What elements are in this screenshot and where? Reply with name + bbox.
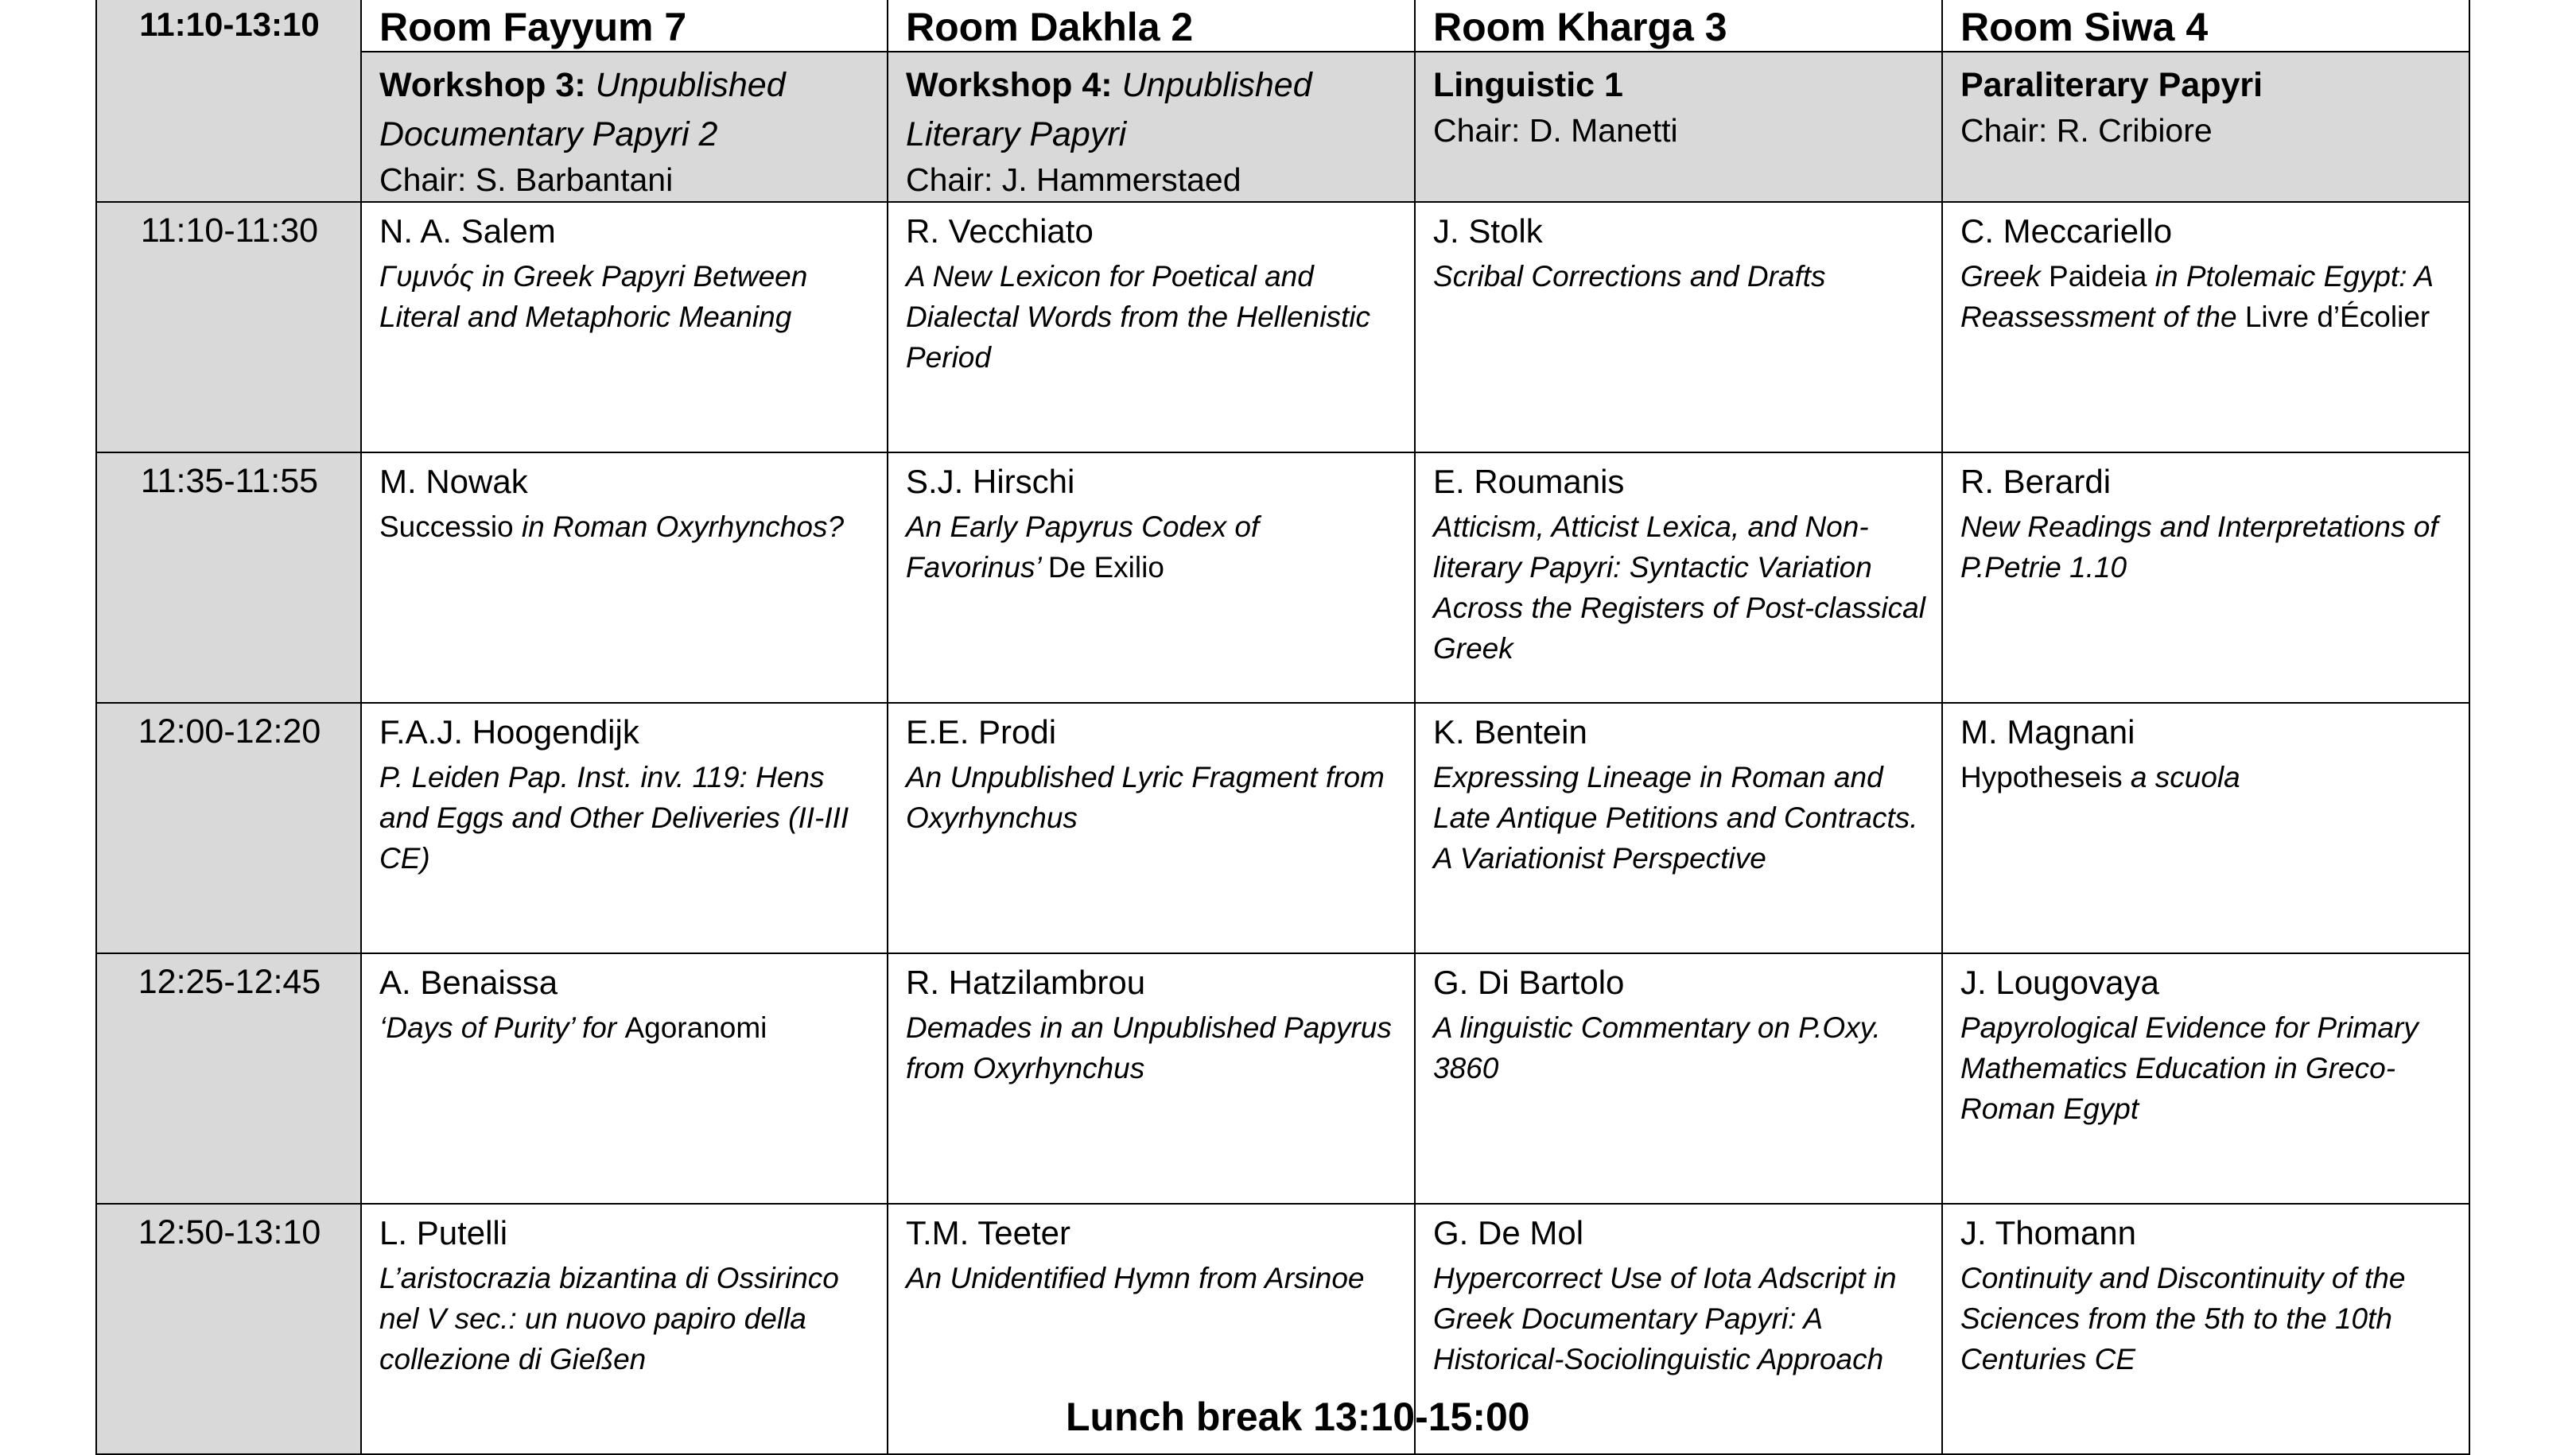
talk-cell bbox=[1415, 452, 1942, 703]
paper-title-part: ‘Days of Purity’ for bbox=[379, 1011, 625, 1044]
time-cell bbox=[96, 703, 361, 953]
table-row bbox=[96, 703, 2469, 953]
paper-title bbox=[379, 506, 871, 547]
room-name: Room Fayyum 7 bbox=[379, 5, 687, 49]
talk-cell bbox=[1942, 1204, 2469, 1454]
talk-cell bbox=[1415, 953, 1942, 1204]
speaker-name: C. Meccariello bbox=[1960, 212, 2173, 250]
paper-title-upright-part: Hypotheseis bbox=[1960, 760, 2123, 793]
slot-time: 11:10-13:10 bbox=[139, 6, 320, 43]
paper-title-part: An Early Papyrus Codex of Favorinus’ bbox=[906, 510, 1260, 584]
paper-title-part: Greek bbox=[1960, 259, 2050, 293]
paper-title bbox=[379, 1007, 871, 1048]
speaker-name: S.J. Hirschi bbox=[906, 463, 1075, 501]
paper-title-part: P. Leiden Pap. Inst. inv. 119: Hens and Eggs and Other Deliveries (II-III CE) bbox=[379, 760, 849, 875]
paper-title-part: New Readings and Interpretations of P.Petrie 1.10 bbox=[1960, 510, 2438, 584]
session-topic: Unpublished Documentary Papyri 2 bbox=[379, 65, 786, 153]
paper-title-upright-part: Successio bbox=[379, 510, 514, 543]
speaker-name: G. De Mol bbox=[1433, 1214, 1584, 1252]
paper-title bbox=[906, 1258, 1398, 1298]
talk-time: 12:50-13:10 bbox=[138, 1213, 321, 1252]
paper-title bbox=[1433, 757, 1925, 879]
paper-title-part: L’aristocrazia bizantina di Ossirinco nel V sec.: un nuovo papiro della collezione di Gießen bbox=[379, 1261, 839, 1376]
room-name: Room Dakhla 2 bbox=[906, 5, 1194, 49]
speaker-name: K. Bentein bbox=[1433, 713, 1587, 751]
paper-title-part: Atticism, Atticist Lexica, and Non-literary Papyri: Syntactic Variation Across the Registers of Post-classical Greek bbox=[1433, 510, 1925, 665]
paper-title bbox=[1433, 1007, 1925, 1088]
session-title bbox=[906, 60, 1398, 160]
paper-title bbox=[906, 506, 1398, 588]
paper-title-part: An Unpublished Lyric Fragment from Oxyrhynchus bbox=[906, 760, 1385, 835]
paper-title-upright-part: Paideia bbox=[2049, 259, 2147, 293]
talk-cell bbox=[1942, 202, 2469, 452]
time-cell bbox=[96, 1204, 361, 1454]
paper-title bbox=[1433, 256, 1925, 297]
talk-cell bbox=[361, 202, 888, 452]
paper-title bbox=[379, 1258, 871, 1379]
paper-title-upright-part: De Exilio bbox=[1047, 551, 1164, 584]
paper-title-upright-part: Agoranomi bbox=[624, 1011, 767, 1044]
paper-title-upright-part: Livre d’Écolier bbox=[2244, 301, 2430, 334]
speaker-name: L. Putelli bbox=[379, 1214, 508, 1252]
paper-title-part: in Roman Oxyrhynchos? bbox=[513, 510, 845, 543]
session-label: Workshop 3: bbox=[379, 65, 586, 104]
paper-title bbox=[906, 1007, 1398, 1088]
talk-cell bbox=[888, 202, 1415, 452]
speaker-name: J. Stolk bbox=[1433, 212, 1543, 250]
talk-cell bbox=[888, 703, 1415, 953]
paper-title bbox=[1960, 757, 2453, 797]
paper-title-part: A New Lexicon for Poetical and Dialectal Words from the Hellenistic Period bbox=[906, 259, 1370, 374]
session-title bbox=[379, 60, 871, 160]
speaker-name: R. Vecchiato bbox=[906, 212, 1094, 250]
session-chair: Chair: R. Cribiore bbox=[1960, 111, 2213, 149]
paper-title bbox=[1960, 1258, 2453, 1379]
paper-title-part: in Ptolemaic Egypt: A Reassessment of the bbox=[1960, 259, 2433, 334]
paper-title bbox=[1433, 506, 1925, 669]
talk-time: 11:35-11:55 bbox=[140, 462, 319, 501]
paper-title bbox=[1960, 506, 2453, 588]
slot-time-cell bbox=[96, 0, 361, 202]
session-label: Paraliterary Papyri bbox=[1960, 65, 2263, 104]
speaker-name: J. Thomann bbox=[1960, 1214, 2137, 1252]
talk-cell bbox=[888, 953, 1415, 1204]
talk-time: 12:00-12:20 bbox=[138, 712, 321, 751]
lunch-break-note: Lunch break 13:10-15:00 bbox=[1066, 1395, 1530, 1439]
room-cell-dakhla bbox=[888, 0, 1415, 52]
talk-cell bbox=[361, 452, 888, 703]
paper-title-part: Papyrological Evidence for Primary Mathematics Education in Greco-Roman Egypt bbox=[1960, 1011, 2419, 1126]
session-chair: Chair: D. Manetti bbox=[1433, 111, 1678, 149]
time-cell bbox=[96, 953, 361, 1204]
talk-rows bbox=[96, 202, 2469, 1454]
talk-cell bbox=[361, 953, 888, 1204]
talk-cell bbox=[1415, 703, 1942, 953]
paper-title bbox=[379, 757, 871, 879]
paper-title bbox=[1960, 256, 2453, 337]
session-label: Workshop 4: bbox=[906, 65, 1113, 104]
talk-time: 12:25-12:45 bbox=[138, 963, 321, 1002]
paper-title-part: Demades in an Unpublished Papyrus from Oxyrhynchus bbox=[906, 1011, 1392, 1085]
table-row bbox=[96, 953, 2469, 1204]
session-header-row bbox=[96, 52, 2469, 203]
speaker-name: N. A. Salem bbox=[379, 212, 556, 250]
speaker-name: R. Hatzilambrou bbox=[906, 964, 1146, 1002]
table-row bbox=[96, 452, 2469, 703]
session-title bbox=[1433, 60, 1925, 110]
paper-title bbox=[1960, 1007, 2453, 1129]
talk-cell bbox=[1942, 452, 2469, 703]
speaker-name: R. Berardi bbox=[1960, 463, 2112, 501]
time-cell bbox=[96, 452, 361, 703]
talk-cell bbox=[1942, 703, 2469, 953]
session-cell-dakhla bbox=[888, 52, 1415, 203]
paper-title-part: A linguistic Commentary on P.Oxy. 3860 bbox=[1433, 1011, 1881, 1085]
room-header-row bbox=[96, 0, 2469, 52]
session-title bbox=[1960, 60, 2453, 110]
session-chair: Chair: J. Hammerstaed bbox=[906, 161, 1241, 199]
talk-cell bbox=[888, 452, 1415, 703]
room-name: Room Kharga 3 bbox=[1433, 5, 1727, 49]
speaker-name: E.E. Prodi bbox=[906, 713, 1057, 751]
paper-title bbox=[906, 757, 1398, 838]
paper-title-part: Continuity and Discontinuity of the Sciences from the 5th to the 10th Centuries CE bbox=[1960, 1261, 2406, 1376]
room-cell-fayyum bbox=[361, 0, 888, 52]
speaker-name: G. Di Bartolo bbox=[1433, 964, 1625, 1002]
session-cell-kharga bbox=[1415, 52, 1942, 203]
session-cell-siwa bbox=[1942, 52, 2469, 203]
paper-title-part: Expressing Lineage in Roman and Late Antique Petitions and Contracts. A Variationist Perspective bbox=[1433, 760, 1918, 875]
paper-title-part: Hypercorrect Use of Iota Adscript in Greek Documentary Papyri: A Historical-Sociolinguistic Approach bbox=[1433, 1261, 1897, 1376]
paper-title-part: a scuola bbox=[2122, 760, 2240, 793]
room-name: Room Siwa 4 bbox=[1960, 5, 2209, 49]
speaker-name: T.M. Teeter bbox=[906, 1214, 1070, 1252]
speaker-name: M. Nowak bbox=[379, 463, 528, 501]
speaker-name: A. Benaissa bbox=[379, 964, 558, 1002]
time-cell bbox=[96, 202, 361, 452]
talk-cell bbox=[361, 1204, 888, 1454]
speaker-name: E. Roumanis bbox=[1433, 463, 1625, 501]
session-chair: Chair: S. Barbantani bbox=[379, 161, 674, 199]
speaker-name: F.A.J. Hoogendijk bbox=[379, 713, 639, 751]
table-row bbox=[96, 202, 2469, 452]
speaker-name: J. Lougovaya bbox=[1960, 964, 2159, 1002]
session-topic: Unpublished Literary Papyri bbox=[906, 65, 1312, 153]
speaker-name: M. Magnani bbox=[1960, 713, 2135, 751]
talk-time: 11:10-11:30 bbox=[140, 211, 319, 250]
talk-cell bbox=[1415, 202, 1942, 452]
session-label: Linguistic 1 bbox=[1433, 65, 1623, 104]
paper-title bbox=[906, 256, 1398, 378]
paper-title-part: An Unidentified Hymn from Arsinoe bbox=[906, 1261, 1365, 1294]
paper-title-part: Scribal Corrections and Drafts bbox=[1433, 259, 1826, 293]
paper-title bbox=[379, 256, 871, 337]
talk-cell bbox=[361, 703, 888, 953]
session-cell-fayyum bbox=[361, 52, 888, 203]
room-cell-kharga bbox=[1415, 0, 1942, 52]
paper-title bbox=[1433, 1258, 1925, 1379]
room-cell-siwa bbox=[1942, 0, 2469, 52]
schedule-table bbox=[95, 0, 2470, 1455]
paper-title-part: Γυμνός in Greek Papyri Between Literal and Metaphoric Meaning bbox=[379, 259, 808, 334]
talk-cell bbox=[1942, 953, 2469, 1204]
